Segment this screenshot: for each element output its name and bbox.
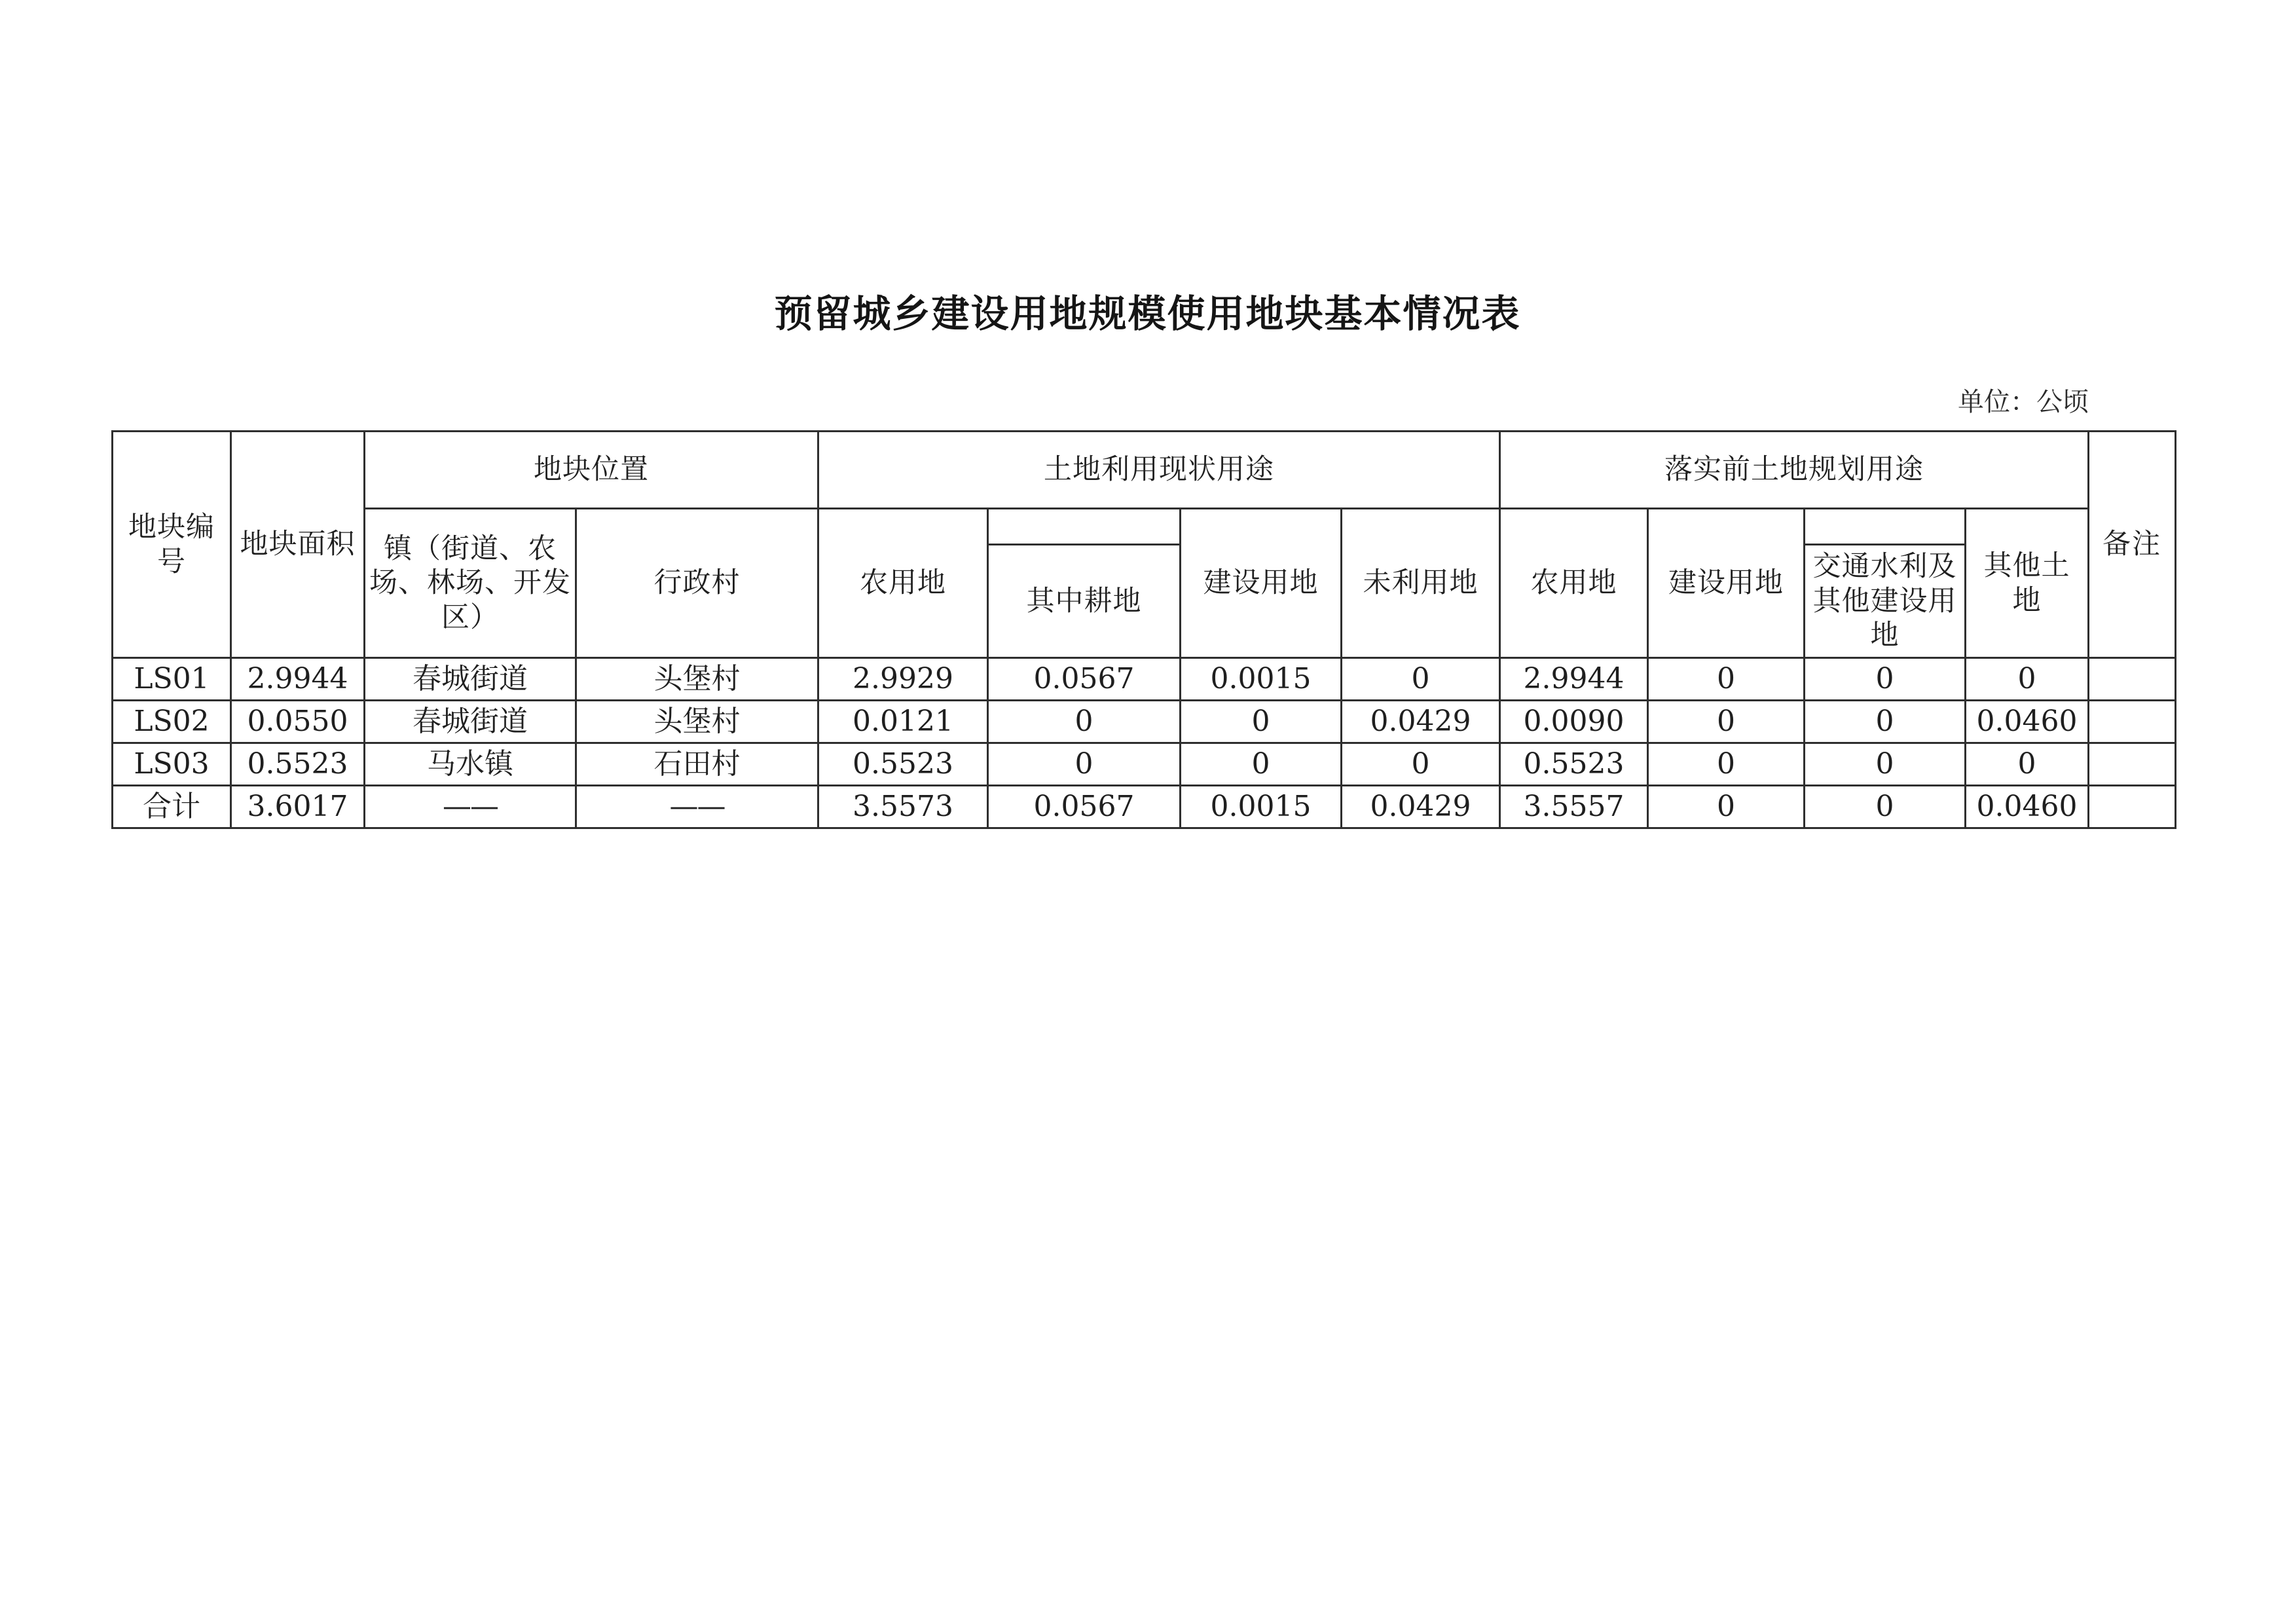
table-row — [113, 743, 2176, 786]
cell-plot-id: 合计 — [113, 786, 231, 828]
cell-planned-transport: 0 — [1805, 786, 1966, 828]
unit-label — [1958, 381, 2089, 418]
header-current-construction: 建设用地 — [1181, 509, 1342, 658]
header-current-agri: 农用地 — [818, 509, 988, 658]
cell-plot-area: 2.9944 — [231, 658, 365, 701]
cell-remarks — [2089, 701, 2176, 743]
cell-current-construction: 0 — [1181, 701, 1342, 743]
cell-current-cultivated: 0 — [988, 743, 1181, 786]
cell-village: 头堡村 — [576, 701, 818, 743]
cell-current-agri: 0.5523 — [818, 743, 988, 786]
cell-town: —— — [365, 786, 576, 828]
cell-village: —— — [576, 786, 818, 828]
cell-planned-agri: 3.5557 — [1500, 786, 1648, 828]
header-planned-agri: 农用地 — [1500, 509, 1648, 658]
header-plot-area: 地块面积 — [231, 432, 365, 658]
cell-planned-other: 0 — [1966, 743, 2089, 786]
header-row-groups — [113, 432, 2176, 509]
table-row — [113, 658, 2176, 701]
unit-label-value: 公顷 — [2036, 387, 2089, 417]
header-cultivated-stub — [988, 509, 1181, 545]
cell-planned-transport: 0 — [1805, 743, 1966, 786]
header-planned-construction: 建设用地 — [1648, 509, 1805, 658]
cell-planned-construction: 0 — [1648, 701, 1805, 743]
cell-plot-id: LS01 — [113, 658, 231, 701]
cell-current-construction: 0.0015 — [1181, 658, 1342, 701]
cell-plot-area: 3.6017 — [231, 786, 365, 828]
cell-town: 马水镇 — [365, 743, 576, 786]
cell-village: 石田村 — [576, 743, 818, 786]
cell-planned-other: 0 — [1966, 658, 2089, 701]
cell-plot-area: 0.0550 — [231, 701, 365, 743]
header-current-use: 土地利用现状用途 — [818, 432, 1500, 509]
cell-planned-other: 0.0460 — [1966, 701, 2089, 743]
cell-town: 春城街道 — [365, 658, 576, 701]
land-plot-table — [111, 430, 2176, 829]
table-row — [113, 701, 2176, 743]
cell-planned-transport: 0 — [1805, 701, 1966, 743]
cell-planned-transport: 0 — [1805, 658, 1966, 701]
cell-planned-agri: 0.5523 — [1500, 743, 1648, 786]
cell-plot-area: 0.5523 — [231, 743, 365, 786]
cell-planned-agri: 2.9944 — [1500, 658, 1648, 701]
unit-label-prefix: 单位： — [1958, 387, 2036, 417]
cell-remarks — [2089, 658, 2176, 701]
cell-current-unused: 0.0429 — [1342, 786, 1500, 828]
header-current-unused: 未利用地 — [1342, 509, 1500, 658]
cell-planned-construction: 0 — [1648, 786, 1805, 828]
cell-current-cultivated: 0 — [988, 701, 1181, 743]
cell-current-unused: 0 — [1342, 743, 1500, 786]
cell-remarks — [2089, 743, 2176, 786]
cell-current-cultivated: 0.0567 — [988, 786, 1181, 828]
header-location: 地块位置 — [365, 432, 818, 509]
header-planned-other: 其他土地 — [1966, 509, 2089, 658]
page-title: 预留城乡建设用地规模使用地块基本情况表 — [774, 291, 1521, 336]
header-town: 镇（街道、农场、林场、开发区） — [365, 509, 576, 658]
table-row-total — [113, 786, 2176, 828]
cell-current-construction: 0 — [1181, 743, 1342, 786]
cell-planned-construction: 0 — [1648, 658, 1805, 701]
cell-current-unused: 0 — [1342, 658, 1500, 701]
cell-current-agri: 2.9929 — [818, 658, 988, 701]
cell-current-agri: 0.0121 — [818, 701, 988, 743]
cell-town: 春城街道 — [365, 701, 576, 743]
cell-planned-agri: 0.0090 — [1500, 701, 1648, 743]
header-row-sub1 — [113, 509, 2176, 545]
header-village: 行政村 — [576, 509, 818, 658]
header-remarks: 备注 — [2089, 432, 2176, 658]
cell-current-cultivated: 0.0567 — [988, 658, 1181, 701]
header-transport-stub — [1805, 509, 1966, 545]
header-plot-id: 地块编号 — [113, 432, 231, 658]
cell-planned-construction: 0 — [1648, 743, 1805, 786]
cell-current-construction: 0.0015 — [1181, 786, 1342, 828]
header-current-cultivated: 其中耕地 — [988, 545, 1181, 658]
cell-remarks — [2089, 786, 2176, 828]
cell-current-unused: 0.0429 — [1342, 701, 1500, 743]
header-planned-transport: 交通水利及其他建设用地 — [1805, 545, 1966, 658]
header-planned-use: 落实前土地规划用途 — [1500, 432, 2089, 509]
cell-current-agri: 3.5573 — [818, 786, 988, 828]
cell-plot-id: LS03 — [113, 743, 231, 786]
cell-plot-id: LS02 — [113, 701, 231, 743]
cell-village: 头堡村 — [576, 658, 818, 701]
cell-planned-other: 0.0460 — [1966, 786, 2089, 828]
